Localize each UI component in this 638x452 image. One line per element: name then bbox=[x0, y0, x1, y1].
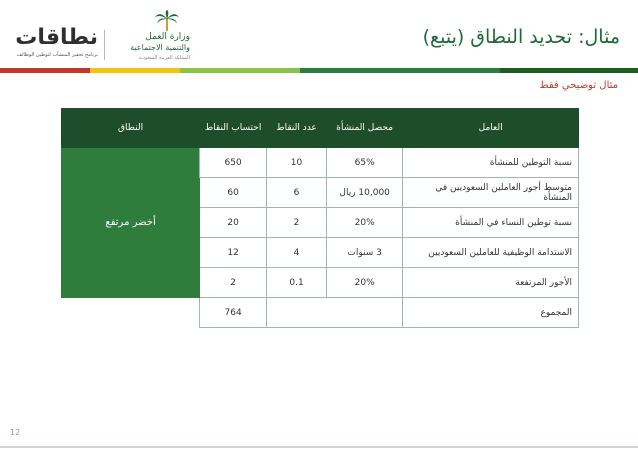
page-number: 12 bbox=[10, 428, 21, 437]
ministry-name-line2: والتنمية الاجتماعية bbox=[130, 43, 190, 52]
cell-subtotal: 65% bbox=[327, 148, 403, 178]
slide-header bbox=[0, 0, 638, 66]
ministry-logo bbox=[110, 10, 190, 62]
stripe-dark-green bbox=[500, 68, 638, 73]
logo-divider bbox=[104, 30, 105, 60]
stripe-green bbox=[300, 68, 500, 73]
table-total-row bbox=[62, 298, 579, 328]
cell-subtotal: 3 سنوات bbox=[327, 238, 403, 268]
cell-subtotal: 10,000 ريال bbox=[327, 178, 403, 208]
palm-emblem-icon bbox=[154, 10, 180, 32]
cell-calc: 2 bbox=[200, 268, 267, 298]
illustrative-example-note: مثال توضيحي فقط bbox=[539, 80, 618, 91]
nitaqat-logo-word: نطاقات bbox=[15, 25, 98, 50]
ministry-name-line1: وزارة العمل bbox=[145, 32, 190, 42]
cell-calc: 20 bbox=[200, 208, 267, 238]
ministry-country: المملكة العربية السعودية bbox=[138, 55, 190, 61]
cell-subtotal: 20% bbox=[327, 268, 403, 298]
header-subtotal: محصل المنشأة bbox=[327, 109, 403, 148]
cell-points: 2 bbox=[267, 208, 327, 238]
cell-subtotal: 20% bbox=[327, 208, 403, 238]
stripe-yellow bbox=[90, 68, 180, 73]
nitaqat-logo-tagline: برنامج تحفيز المنشآت لتوطين الوظائف bbox=[16, 52, 98, 58]
cell-factor: الأجور المرتفعة bbox=[403, 268, 579, 298]
page-title: مثال: تحديد النطاق (يتبع) bbox=[422, 26, 620, 48]
total-band-spacer bbox=[62, 298, 200, 328]
cell-points: 10 bbox=[267, 148, 327, 178]
header-band: النطاق bbox=[62, 109, 200, 148]
stripe-red bbox=[0, 68, 90, 73]
cell-factor: نسبة التوطين للمنشأة bbox=[403, 148, 579, 178]
footer-line bbox=[0, 446, 638, 448]
table-header-row bbox=[62, 109, 579, 148]
header-points: عدد النقاط bbox=[267, 109, 327, 148]
header-factor: العامل bbox=[403, 109, 579, 148]
cell-factor: الاستدامة الوظيفية للعاملين السعوديين bbox=[403, 238, 579, 268]
cell-points: 0.1 bbox=[267, 268, 327, 298]
table-row bbox=[62, 148, 579, 178]
cell-factor: متوسط أجور العاملين السعوديين في المنشأة bbox=[403, 178, 579, 208]
cell-calc: 650 bbox=[200, 148, 267, 178]
cell-points: 6 bbox=[267, 178, 327, 208]
cell-calc: 60 bbox=[200, 178, 267, 208]
total-label: المجموع bbox=[403, 298, 579, 328]
band-cell: أخضر مرتفع bbox=[62, 148, 200, 298]
cell-calc: 12 bbox=[200, 238, 267, 268]
cell-points: 4 bbox=[267, 238, 327, 268]
color-stripe bbox=[0, 68, 638, 73]
points-table bbox=[61, 108, 579, 328]
nitaqat-logo bbox=[10, 26, 98, 62]
total-empty-cell bbox=[267, 298, 403, 328]
total-value: 764 bbox=[200, 298, 267, 328]
cell-factor: نسبة توطين النساء في المنشأة bbox=[403, 208, 579, 238]
header-calc: احتساب النقاط bbox=[200, 109, 267, 148]
stripe-light-green bbox=[180, 68, 300, 73]
